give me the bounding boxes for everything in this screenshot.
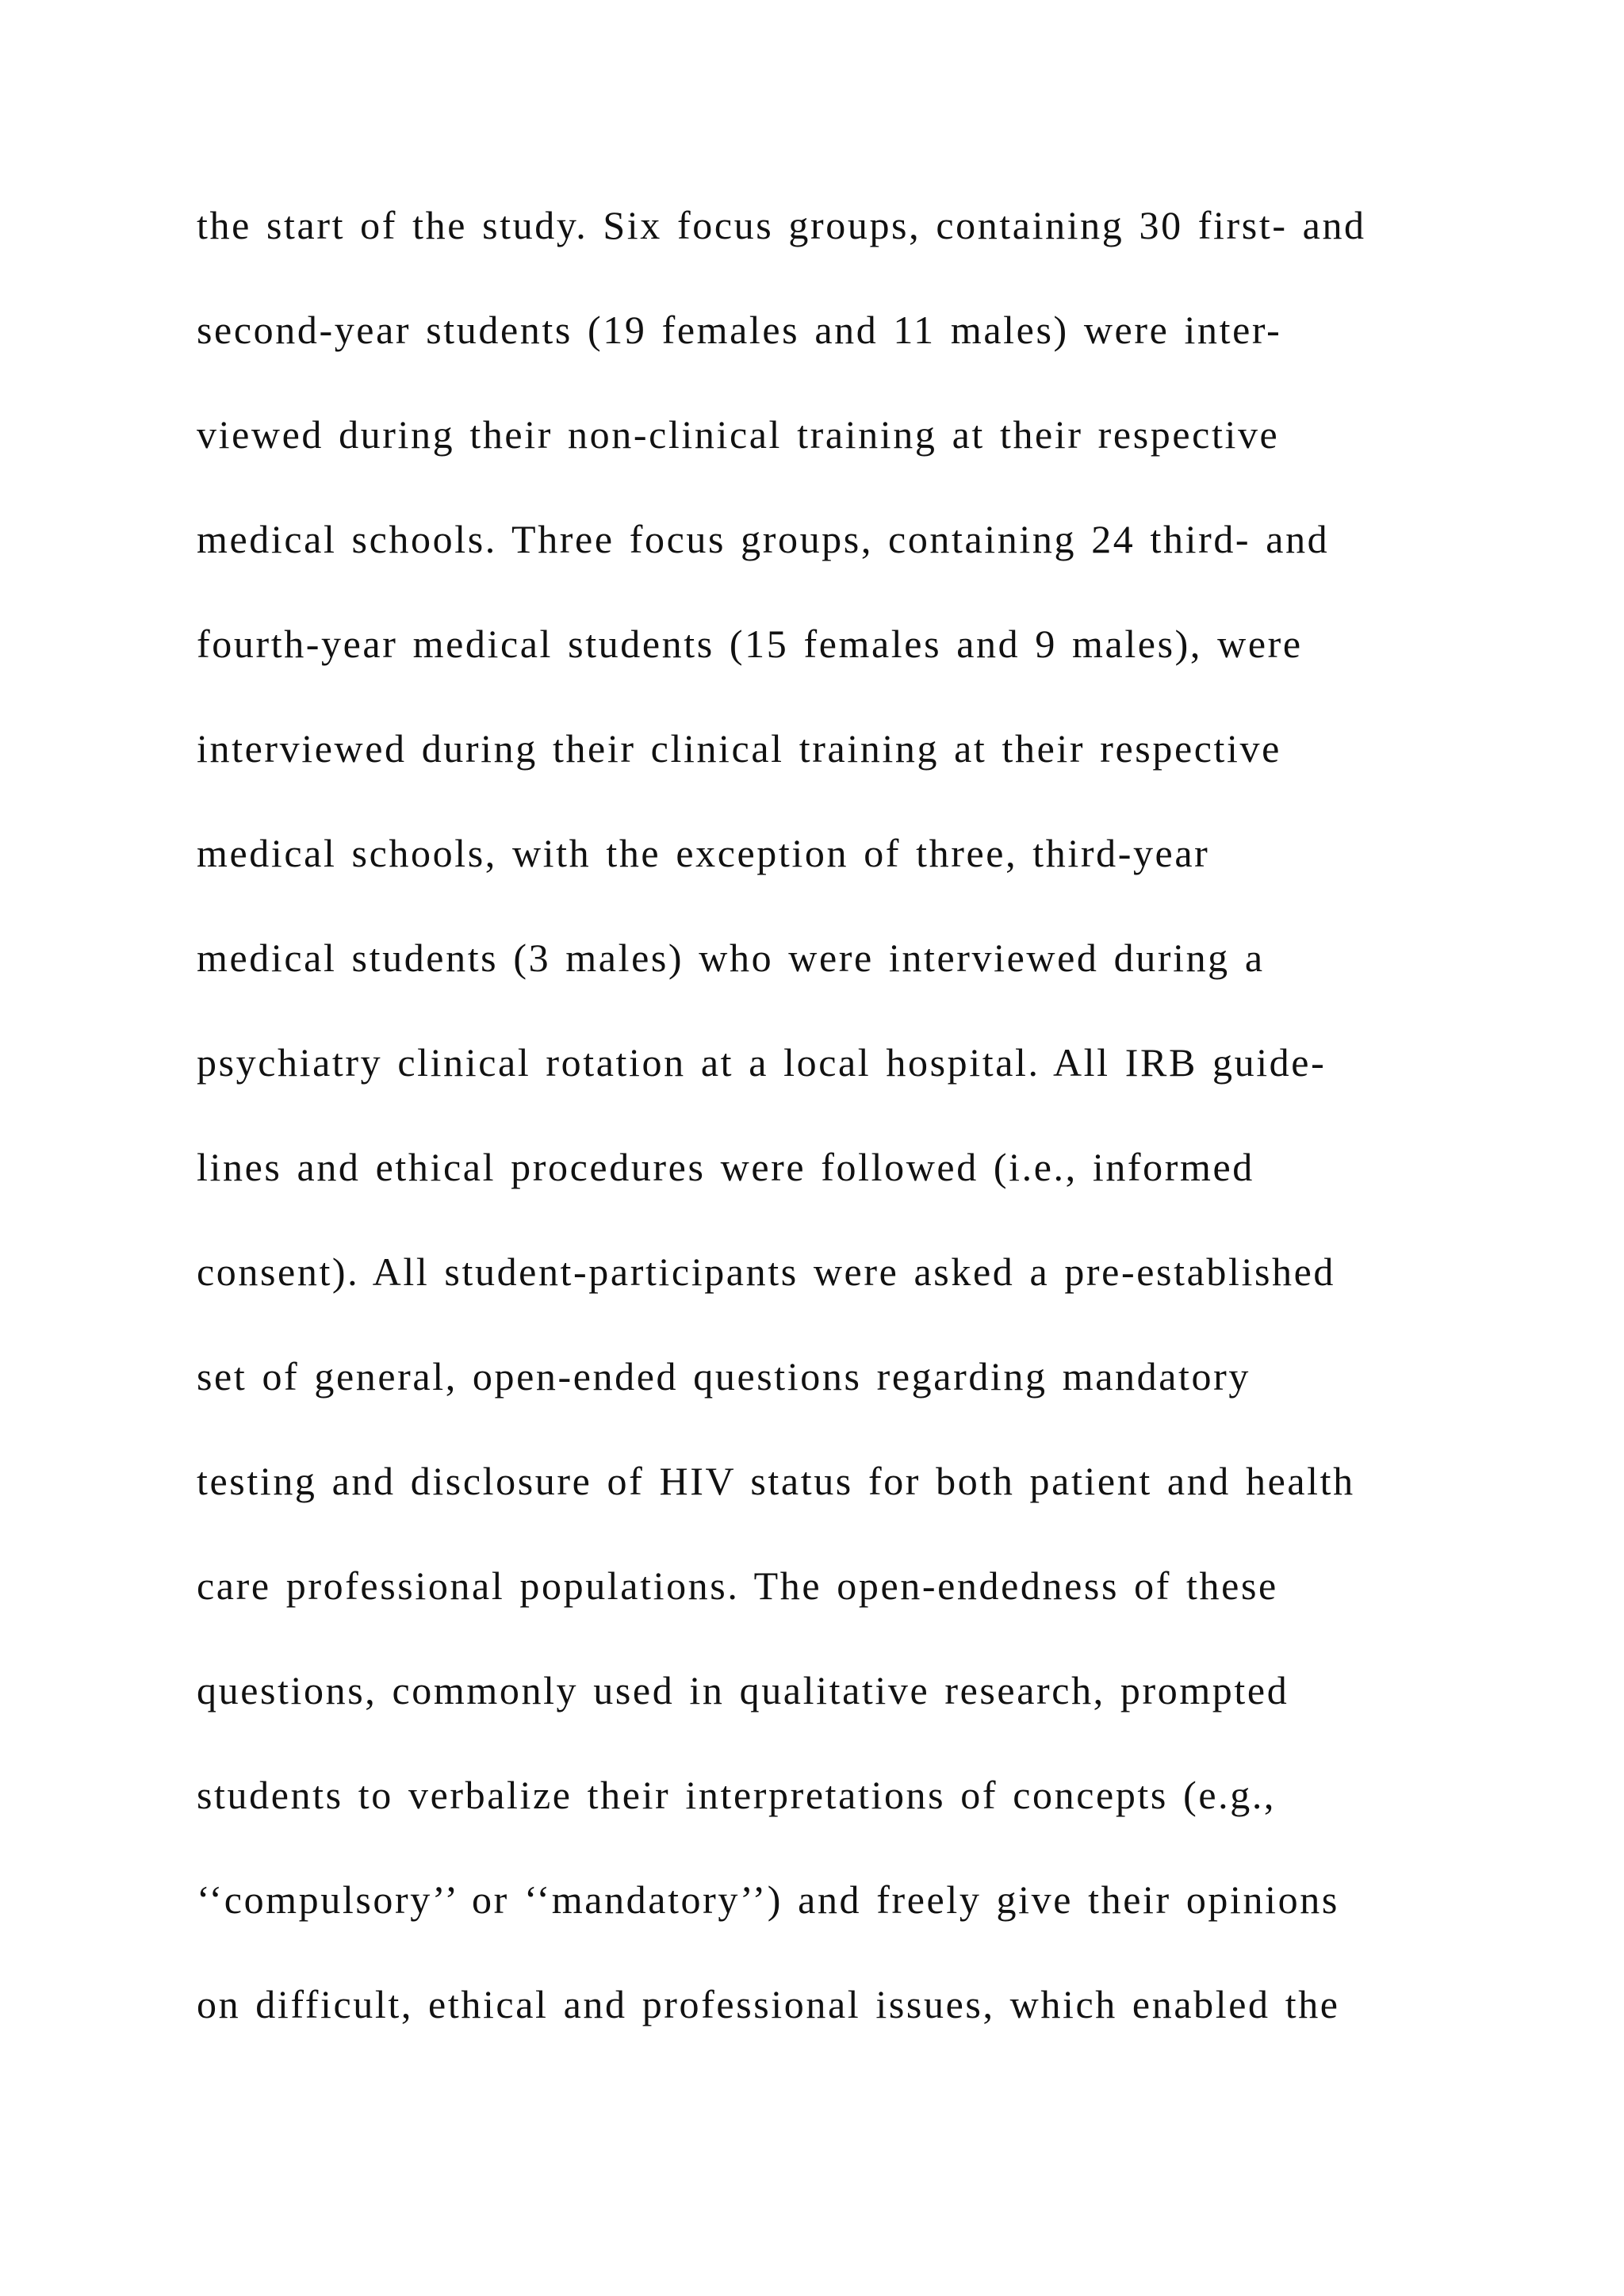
- text-line: ‘‘compulsory’’ or ‘‘mandatory’’) and freely give their opinions: [197, 1877, 1339, 1922]
- text-line: medical schools, with the exception of three, third-year: [197, 831, 1210, 875]
- text-line: viewed during their non-clinical training at their respective: [197, 412, 1280, 457]
- text-line: the start of the study. Six focus groups, containing 30 first- and: [197, 203, 1366, 247]
- text-line: psychiatry clinical rotation at a local hospital. All IRB guide-: [197, 1040, 1327, 1085]
- text-line: set of general, open-ended questions regarding mandatory: [197, 1354, 1251, 1399]
- text-line: fourth-year medical students (15 females and 9 males), were: [197, 622, 1303, 666]
- text-line: questions, commonly used in qualitative research, prompted: [197, 1668, 1289, 1712]
- text-line: care professional populations. The open-endedness of these: [197, 1563, 1278, 1608]
- text-line: on difficult, ethical and professional issues, which enabled the: [197, 1982, 1340, 2026]
- text-line: medical students (3 males) who were interviewed during a: [197, 936, 1265, 980]
- text-line: interviewed during their clinical training at their respective: [197, 726, 1281, 771]
- text-line: medical schools. Three focus groups, containing 24 third- and: [197, 517, 1330, 561]
- text-line: students to verbalize their interpretations of concepts (e.g.,: [197, 1773, 1277, 1817]
- text-line: testing and disclosure of HIV status for both patient and health: [197, 1459, 1355, 1503]
- text-line: lines and ethical procedures were followed (i.e., informed: [197, 1145, 1254, 1189]
- text-line: second-year students (19 females and 11 males) were inter-: [197, 308, 1282, 352]
- text-line: consent). All student-participants were asked a pre-established: [197, 1249, 1335, 1294]
- body-paragraph: [197, 190, 1450, 2074]
